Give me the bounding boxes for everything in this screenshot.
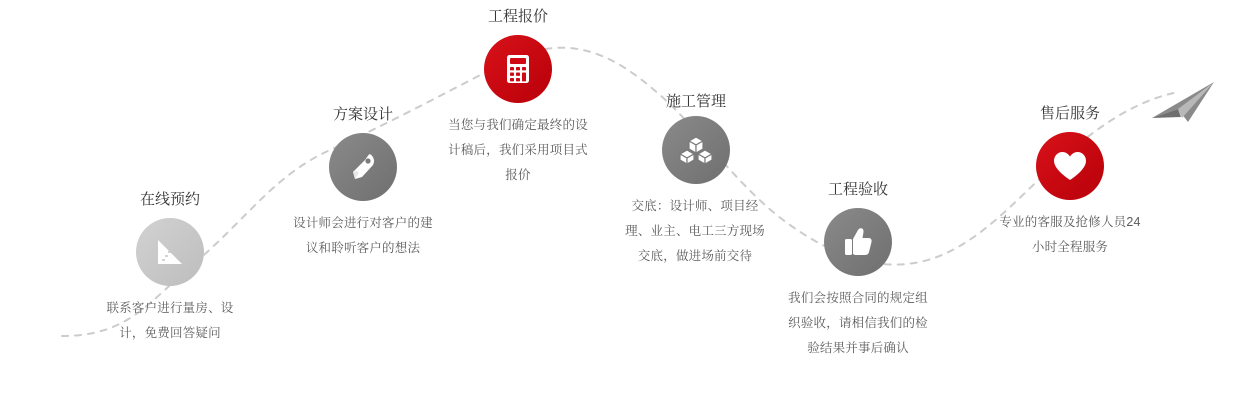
flow-step-3-desc: 交底：设计师、项目经理、业主、电工三方现场交底，做进场前交待 [625, 199, 765, 263]
flow-step-3-title: 施工管理 [665, 93, 726, 110]
flow-step-5-title: 售后服务 [1039, 105, 1100, 122]
flow-step-4-title: 工程验收 [827, 181, 888, 198]
pen-nib-icon [329, 133, 397, 201]
calculator-icon [484, 35, 552, 103]
flow-step-5[interactable] [995, 104, 1145, 260]
flow-step-1-title: 方案设计 [332, 106, 393, 123]
flow-step-2[interactable] [443, 7, 593, 188]
flow-step-2-title: 工程报价 [487, 8, 548, 25]
flow-step-5-desc: 专业的客服及抢修人员24小时全程服务 [999, 215, 1141, 254]
flow-step-4[interactable] [783, 180, 933, 361]
flow-step-3[interactable] [620, 92, 772, 269]
flow-step-0-desc: 联系客户进行量房、设计，免费回答疑问 [106, 301, 234, 340]
flow-step-1-desc: 设计师会进行对客户的建议和聆听客户的想法 [293, 216, 433, 255]
thumbs-up-icon [824, 208, 892, 276]
flow-step-1[interactable] [288, 105, 438, 261]
flow-step-0-title: 在线预约 [139, 191, 200, 208]
paper-plane-icon [1148, 78, 1218, 131]
flow-step-2-desc: 当您与我们确定最终的设计稿后，我们采用项目式报价 [448, 118, 588, 182]
flow-step-0[interactable] [95, 190, 245, 346]
flow-step-4-desc: 我们会按照合同的规定组织验收，请相信我们的检验结果并事后确认 [788, 291, 928, 355]
boxes-icon [662, 116, 730, 184]
ruler-icon [136, 218, 204, 286]
heart-icon [1036, 132, 1104, 200]
